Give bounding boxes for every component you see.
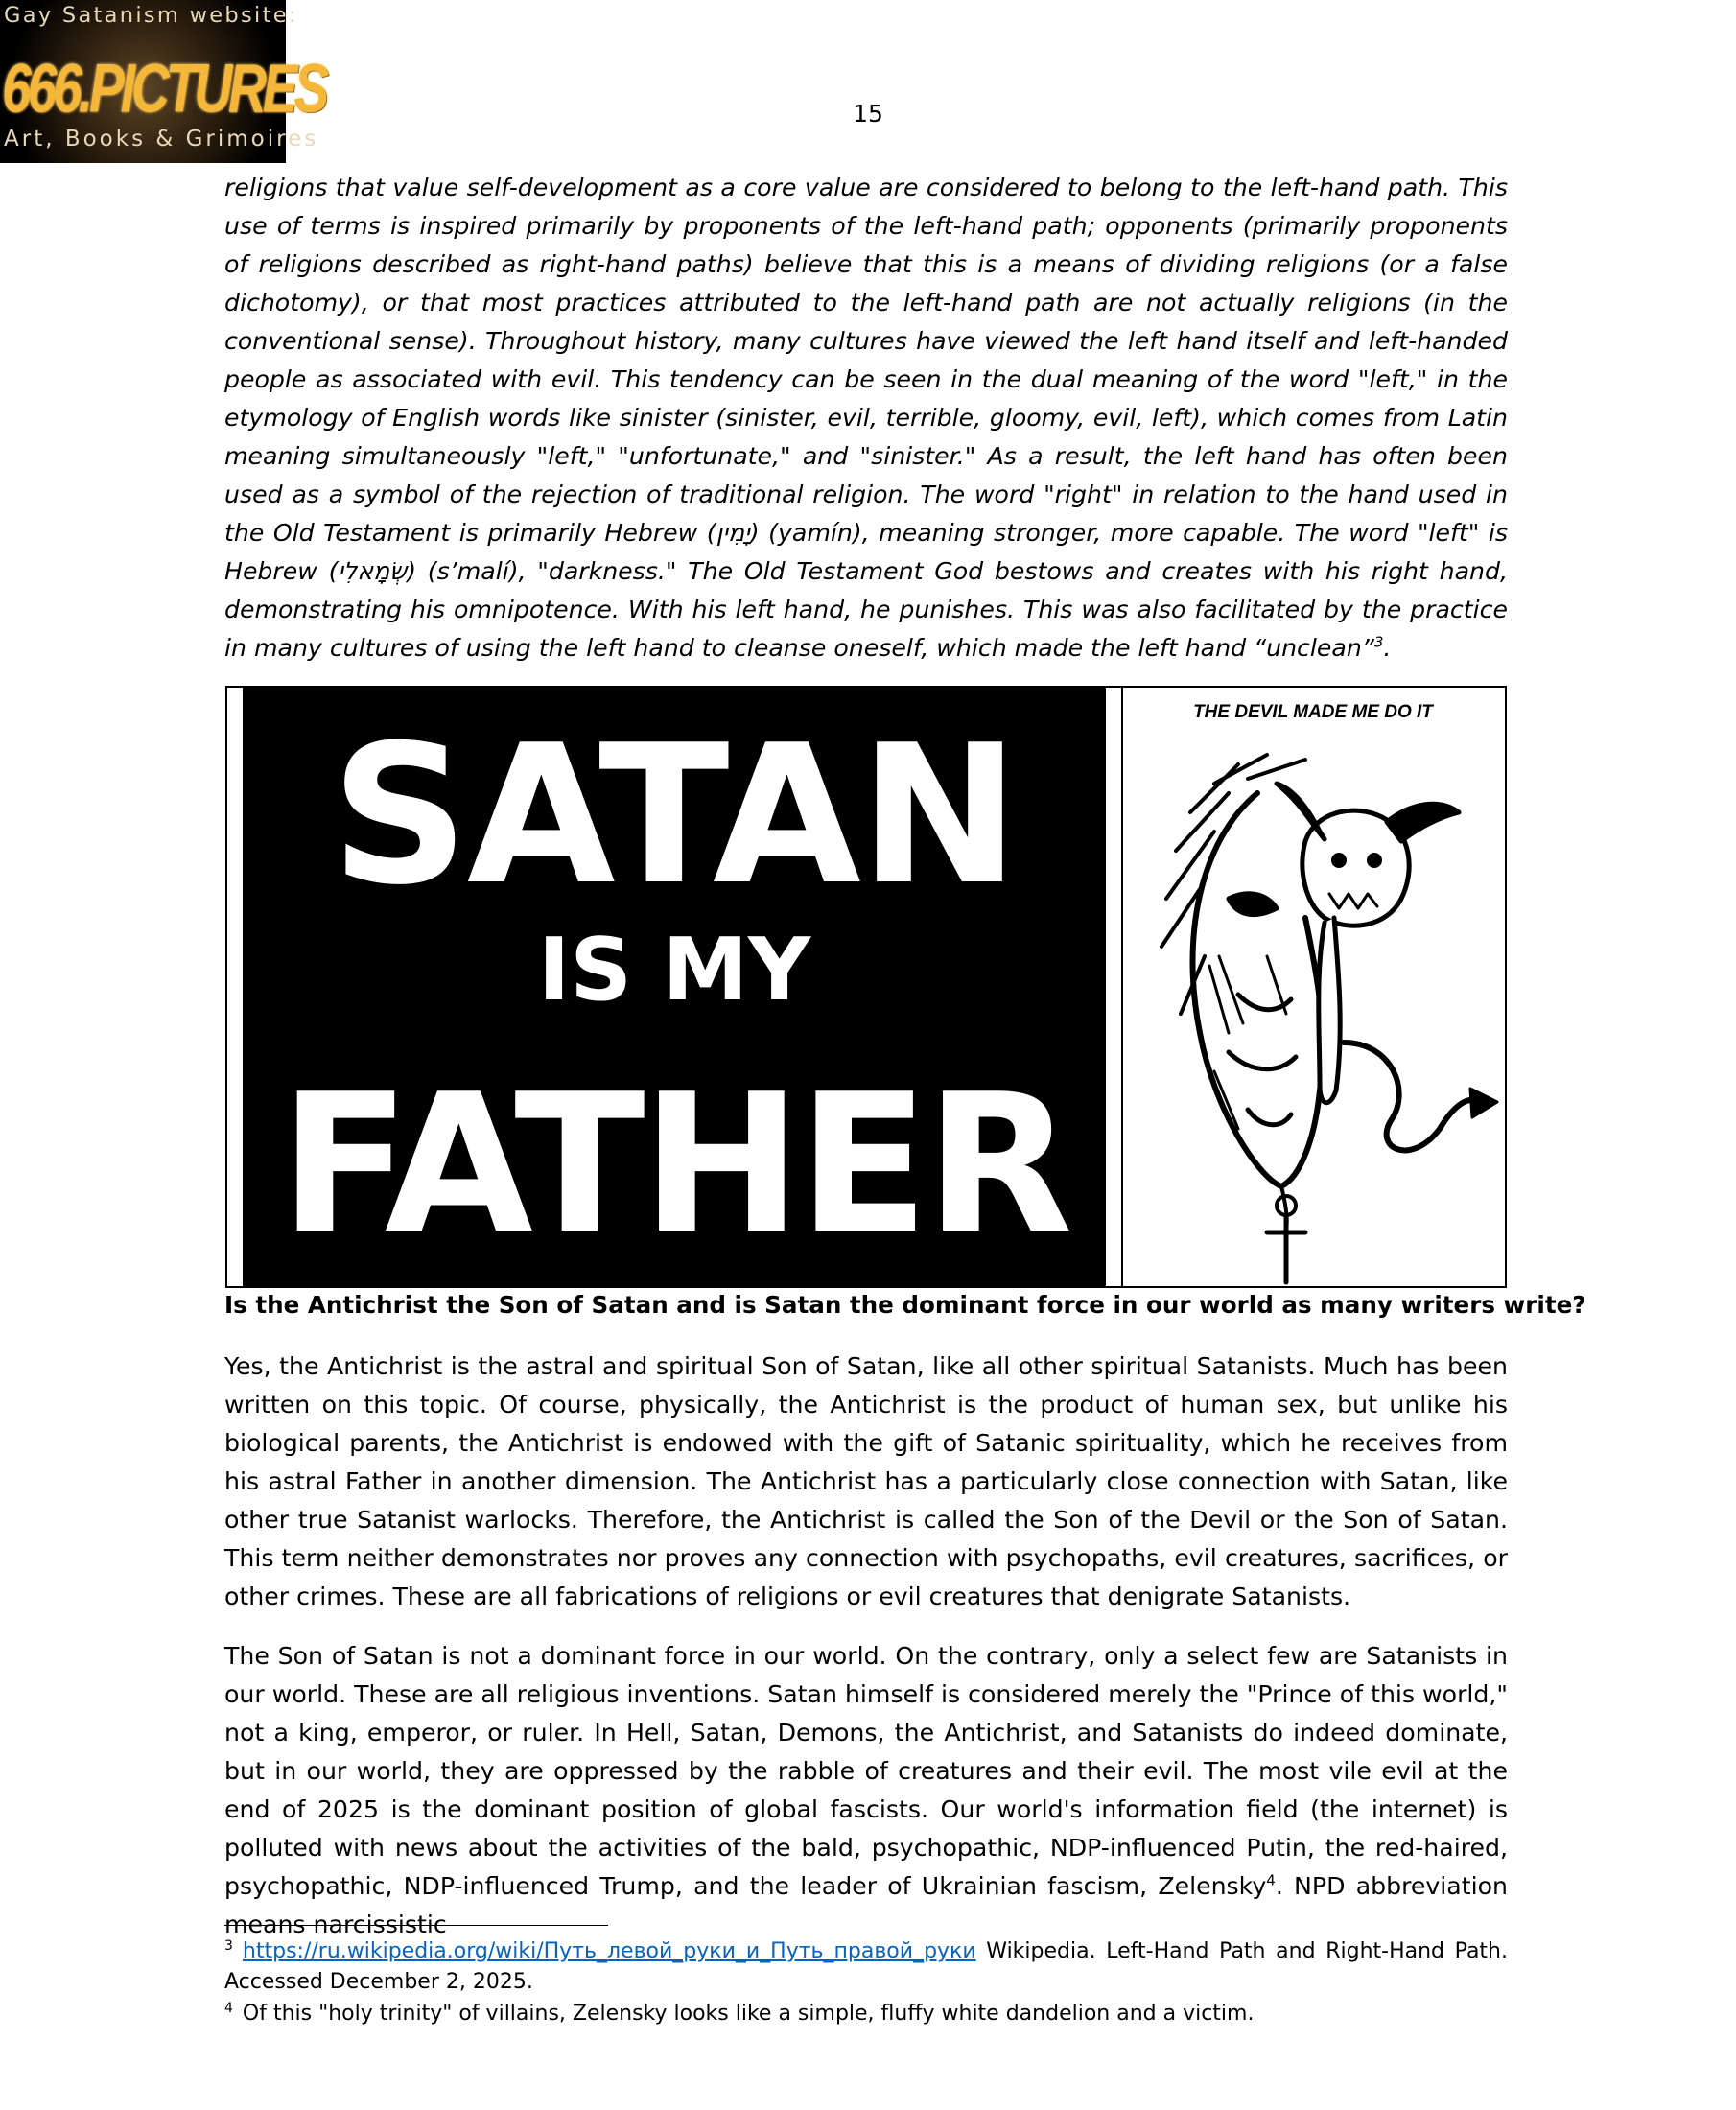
answer-paragraph-2-text: The Son of Satan is not a dominant force in our world. On the contrary, only a select few are Satanists in our world. These are all religious inventions. Satan himself is considered merely the "Prince of this world," not a king, emperor, or ruler. In Hell, Satan, Demons, the Antichrist, and Satanists do indeed dominate, but in our world, they are oppressed by the rabble of creatures and their evil. The most vile evil at the end of 2025 is the dominant position of global fascists. Our world's information field (the internet) is polluted with news about the activities of the bald, psychopathic, NDP-influenced Putin, the red-haired, psychopathic, NDP-influenced Trump, and the leader of Ukrainian fascism, Zelensky: [224, 1642, 1508, 1900]
logo-tagline-top: Gay Satanism website:: [4, 3, 298, 28]
hair-strokes: [1161, 755, 1305, 1014]
page-number: 15: [853, 100, 883, 128]
logo-tagline-bottom: Art, Books & Grimoires: [4, 127, 319, 152]
devil-illustration: [1123, 726, 1503, 1286]
answer-paragraph-2-tail: . NPD abbreviation means narcissistic: [224, 1872, 1508, 1938]
footnote-3: [224, 1936, 1508, 1998]
footnote-4-text: Of this "holy trinity" of villains, Zelensky looks like a simple, fluffy white dandelion and a victim.: [242, 2002, 1255, 2026]
footnote-4-number: 4: [224, 2000, 233, 2016]
logo-brand-name: 666.PICTURES: [2, 49, 326, 127]
footnote-ref-4[interactable]: 4: [1266, 1871, 1276, 1889]
devil-tail-tip: [1470, 1089, 1497, 1117]
answer-paragraph-1: Yes, the Antichrist is the astral and spiritual Son of Satan, like all other spiritual Satanists. Much has been written on this topic. Of course, physically, the Antichrist is the product of human sex, but unlike his biological parents, the Antichrist is endowed with the gift of Satanic spirituality, which he receives from his astral Father in another dimension. The Antichrist has a particularly close connection with Satan, like other true Satanist warlocks. Therefore, the Antichrist is called the Son of the Devil or the Son of Satan. This term neither demonstrates nor proves any connection with psychopaths, evil creatures, sacrifices, or other crimes. These are all fabrications of religions or evil creatures that denigrate Satanists.: [224, 1352, 1508, 1610]
devil-eye-left: [1332, 854, 1346, 867]
footnote-4: [224, 1999, 1508, 2029]
poster-caption: THE DEVIL MADE ME DO IT: [1193, 702, 1433, 722]
question-heading: Is the Antichrist the Son of Satan and is Satan the dominant force in our world as many writers write?: [224, 1291, 1586, 1319]
poster-line-satan: SATAN: [330, 704, 1019, 927]
footnote-ref-3[interactable]: 3: [1373, 633, 1384, 651]
face-eye: [1229, 894, 1277, 915]
footnote-3-number: 3: [224, 1937, 233, 1954]
footnote-separator: [224, 1925, 608, 1926]
intro-paragraph-end: .: [1383, 634, 1392, 662]
intro-paragraph: [224, 169, 1508, 668]
poster-line-father: FATHER: [279, 1053, 1069, 1277]
footnote-3-link[interactable]: https://ru.wikipedia.org/wiki/Путь_левой_руки_и_Путь_правой_руки: [242, 1939, 976, 1963]
poster-line-is-my: IS MY: [537, 920, 811, 1020]
poster-text-panel: [243, 688, 1106, 1286]
devil-tail: [1344, 1043, 1480, 1150]
inverted-cross-icon: [1267, 1217, 1305, 1282]
footnote-3-text: Wikipedia. Left-Hand Path and Right-Hand Path. Accessed December 2, 2025.: [224, 1939, 1508, 1994]
poster-image: [225, 686, 1507, 1288]
answer-paragraph-2: [224, 1637, 1508, 1944]
site-logo[interactable]: [0, 0, 326, 163]
intro-paragraph-text: religions that value self-development as a core value are considered to belong to the left-hand path. This use of terms is inspired primarily by proponents of the left-hand path; opponents (primarily proponents of religions described as right-hand paths) believe that this is a means of dividing religions (or a false dichotomy), or that most practices attributed to the left-hand path are not actually religions (in the conventional sense). Throughout history, many cultures have viewed the left hand itself and left-handed people as associated with evil. This tendency can be seen in the dual meaning of the word "left," in the etymology of English words like sinister (sinister, evil, terrible, gloomy, evil, left), which comes from Latin meaning simultaneously "left," "unfortunate," and "sinister." As a result, the left hand has often been used as a symbol of the rejection of traditional religion. The word "right" in relation to the hand used in the Old Testament is primarily Hebrew (יָמִין) (yamín), meaning stronger, more capable. The word "left" is Hebrew (שְׂמָאלִי) (s’malí), "darkness." The Old Testament God bestows and creates with his right hand, demonstrating his omnipotence. With his left hand, he punishes. This was also facilitated by the practice in many cultures of using the left hand to cleanse oneself, which made the left hand “unclean”: [224, 174, 1508, 662]
poster-illustration-panel: [1121, 688, 1505, 1286]
devil-eye-right: [1368, 854, 1381, 867]
devil-tongue: [1319, 918, 1340, 1103]
